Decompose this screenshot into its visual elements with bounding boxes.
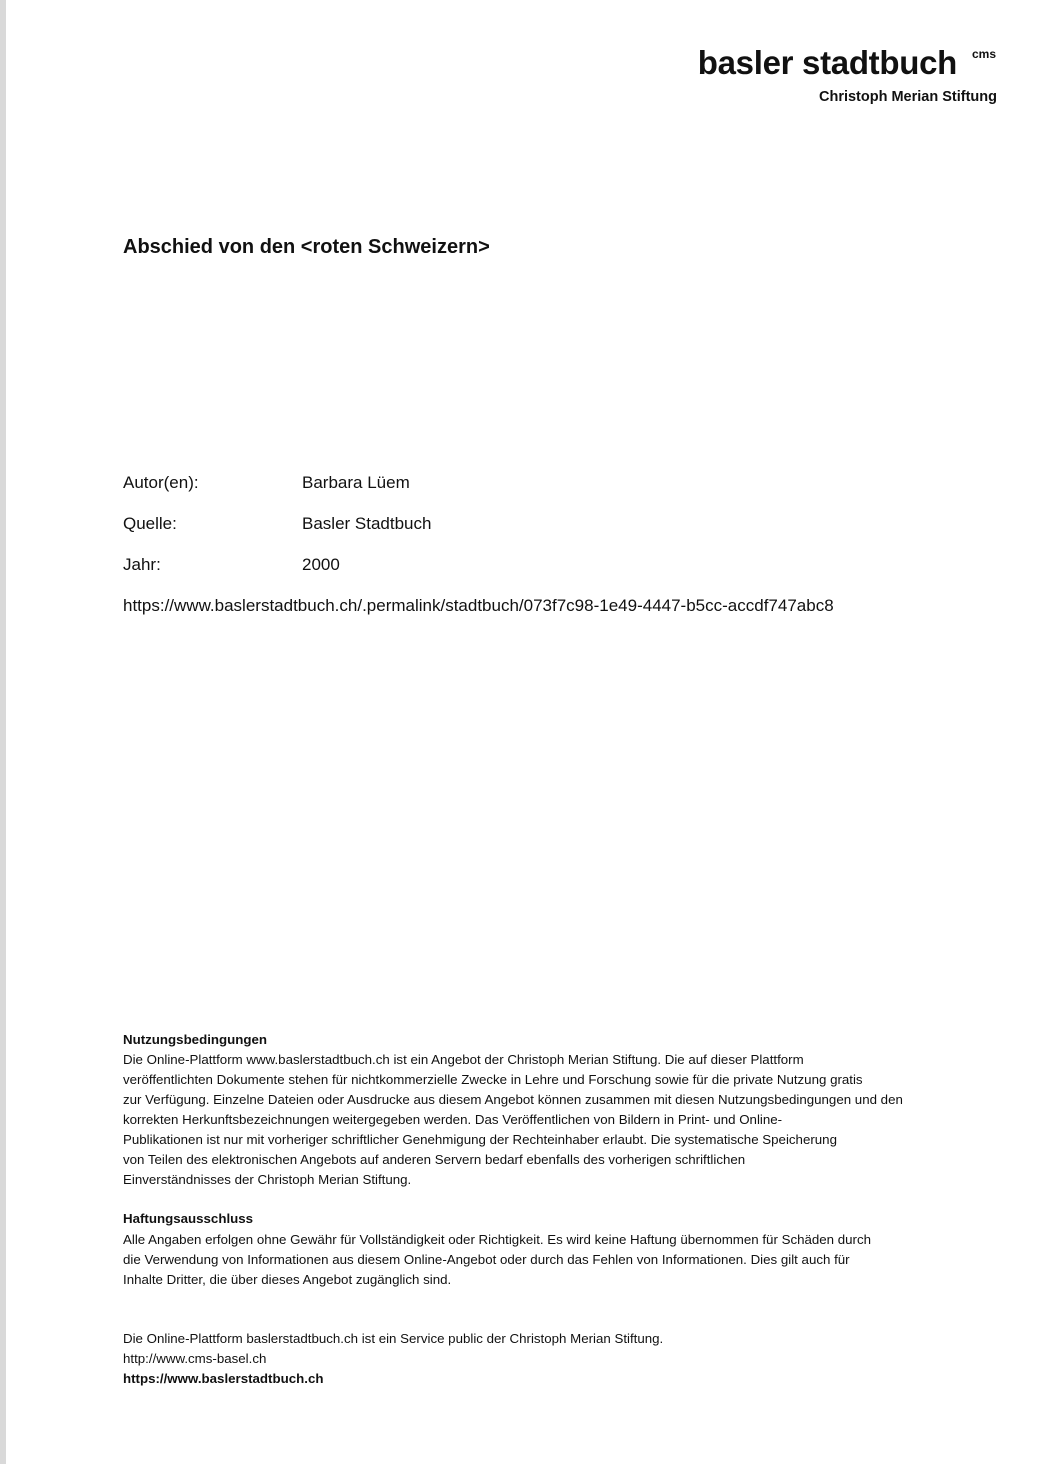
brand-superscript: cms <box>971 47 996 61</box>
source-label: Quelle: <box>123 514 177 533</box>
article-title: Abschied von den <roten Schweizern> <box>123 236 490 258</box>
terms-line: veröffentlichten Dokumente stehen für nichtkommerzielle Zwecke in Lehre und Forschung sowie für die private Nutzung gratis <box>123 1072 863 1087</box>
author-label: Autor(en): <box>123 473 199 492</box>
page-edge <box>0 0 6 1464</box>
disclaimer-line: Alle Angaben erfolgen ohne Gewähr für Vollständigkeit oder Richtigkeit. Es wird keine Haftung übernommen für Schäden durch <box>123 1232 872 1247</box>
terms-heading: Nutzungsbedingungen <box>123 1032 268 1047</box>
foundation-name: Christoph Merian Stiftung <box>818 89 997 105</box>
brand-logo: basler stadtbuch <box>697 44 957 81</box>
service-note: Die Online-Plattform baslerstadtbuch.ch ist ein Service public der Christoph Merian Stiftung. <box>123 1331 664 1346</box>
site-link[interactable]: https://www.baslerstadtbuch.ch <box>123 1371 324 1386</box>
year-label: Jahr: <box>123 555 161 574</box>
terms-line: zur Verfügung. Einzelne Dateien oder Ausdrucke aus diesem Angebot können zusammen mit diesen Nutzungsbedingungen und den <box>123 1092 903 1107</box>
disclaimer-heading: Haftungsausschluss <box>123 1211 254 1226</box>
terms-line: von Teilen des elektronischen Angebots auf anderen Servern bedarf ebenfalls des vorherigen schriftlichen <box>123 1152 746 1167</box>
terms-line: korrekten Herkunftsbezeichnungen weitergegeben werden. Das Veröffentlichen von Bildern in Print- und Online- <box>123 1112 783 1127</box>
author-value: Barbara Lüem <box>302 473 410 492</box>
source-value: Basler Stadtbuch <box>302 514 432 533</box>
permalink[interactable]: https://www.baslerstadtbuch.ch/.permalink/stadtbuch/073f7c98-1e49-4447-b5cc-accdf747abc8 <box>123 596 834 615</box>
terms-line: Einverständnisses der Christoph Merian Stiftung. <box>123 1172 412 1187</box>
disclaimer-line: Inhalte Dritter, die über dieses Angebot zugänglich sind. <box>123 1272 452 1287</box>
terms-line: Die Online-Plattform www.baslerstadtbuch.ch ist ein Angebot der Christoph Merian Stiftung. Die auf dieser Plattform <box>123 1052 804 1067</box>
terms-line: Publikationen ist nur mit vorheriger schriftlicher Genehmigung der Rechteinhaber erlaubt. Die systematische Speicherung <box>123 1132 837 1147</box>
cms-link[interactable]: http://www.cms-basel.ch <box>123 1351 267 1366</box>
year-value: 2000 <box>302 555 340 574</box>
disclaimer-line: die Verwendung von Informationen aus diesem Online-Angebot oder durch das Fehlen von Informationen. Dies gilt auch für <box>123 1252 850 1267</box>
